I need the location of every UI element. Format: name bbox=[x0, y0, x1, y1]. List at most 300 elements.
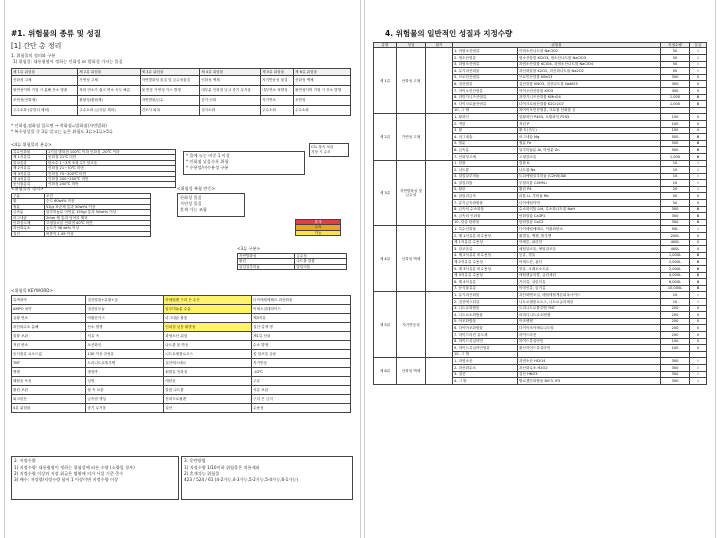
grade4-cell: 인화점 70~200℃ 미만 bbox=[47, 171, 176, 176]
footer-b-3: 423 / 524 / 61 (4-2가능,4-3가능,5-2가능,5-4가능,6-1가능) bbox=[184, 477, 299, 482]
group-prop: 자연발화성 및 금수성 bbox=[397, 160, 426, 226]
class-cell: 증기 인화 bbox=[200, 96, 261, 106]
keyword-cell: 아황산가스 bbox=[86, 314, 164, 323]
group-note bbox=[426, 358, 453, 384]
group-note bbox=[426, 48, 453, 114]
keyword-row bbox=[12, 359, 351, 368]
grade4-table bbox=[11, 149, 176, 188]
keyword-cell: 주류 bbox=[252, 377, 351, 386]
group-class: 제 3류 bbox=[374, 160, 397, 226]
quantity-cell: 3. 알코올류 bbox=[453, 246, 518, 253]
grade4-cell: 알코올류 bbox=[12, 160, 47, 165]
keyword-row bbox=[12, 368, 351, 377]
quantity-cell: 아세톤, 피리딘 bbox=[518, 239, 661, 246]
mix-title: <3류 구분> bbox=[237, 246, 261, 251]
group-note bbox=[426, 114, 453, 160]
quantity-cell: 제 1석유류 수용성 bbox=[453, 239, 518, 246]
misc-row bbox=[12, 231, 151, 236]
keyword-row bbox=[12, 305, 351, 314]
keyword-cell: 질산칼륨+유황+숯 bbox=[86, 296, 164, 305]
quantity-cell: Ⅰ bbox=[690, 378, 707, 385]
keyword-row bbox=[12, 314, 351, 323]
quantity-cell: Ⅲ bbox=[690, 279, 707, 286]
quantity-cell: Ⅱ bbox=[690, 331, 707, 338]
class-row bbox=[12, 106, 351, 116]
keyword-cell: 산화프로필렌 bbox=[164, 395, 252, 404]
quantity-cell: 200 bbox=[661, 325, 690, 332]
keyword-cell: 칼륨 나트륨 bbox=[164, 386, 252, 395]
misc-cell: 마그네슘 bbox=[12, 215, 45, 220]
quantity-cell: 100 bbox=[661, 345, 690, 352]
quantity-cell: 6. 제 4석유류 bbox=[453, 279, 518, 286]
quantity-cell: 8. 금속의 수소화물 bbox=[453, 206, 518, 213]
keyword-cell: 구리 은 금지 bbox=[252, 395, 351, 404]
quantity-cell: 50 bbox=[661, 48, 690, 55]
class-cell: 질식소화 bbox=[200, 106, 261, 116]
quantity-row bbox=[374, 226, 707, 233]
quantity-header: 위험물 bbox=[453, 43, 661, 48]
quantity-cell: 4. 알킬리튬 bbox=[453, 180, 518, 187]
quantity-cell: 아세트산, 폼산 bbox=[518, 259, 661, 266]
keyword-cell: 질산 갈색 병 bbox=[252, 323, 351, 332]
quantity-cell: 5. 황린 bbox=[453, 186, 518, 193]
misc-cell: 질산 bbox=[12, 231, 45, 236]
quantity-cell: Ⅰ bbox=[690, 167, 707, 174]
quantity-cell bbox=[661, 107, 690, 114]
intro-line-1: 1. 위험물의 정의와 구분 bbox=[11, 53, 56, 58]
section-title: [1] 간단 총 정리 bbox=[11, 42, 62, 50]
cond-box bbox=[309, 143, 349, 157]
mix-cell: 금수성 bbox=[295, 254, 347, 259]
quantity-cell: Ⅰ bbox=[690, 48, 707, 55]
mix-cell: 나트륨 칼륨 bbox=[295, 259, 347, 264]
keyword-cell: 130 이상 건성유 bbox=[86, 350, 164, 359]
group-class: 제 4류 bbox=[374, 226, 397, 292]
quantity-cell: 2. 질산에스터류 bbox=[453, 298, 518, 305]
class-cell: 자연발화/금수 bbox=[140, 96, 200, 106]
keyword-row bbox=[12, 296, 351, 305]
class-cell: 제 2류 위험물 bbox=[78, 69, 140, 76]
quantity-cell: 10 bbox=[661, 298, 690, 305]
quantity-cell: 3. 질산 bbox=[453, 371, 518, 378]
quantity-cell: 6. 다이아조화합물 bbox=[453, 325, 518, 332]
quantity-row bbox=[374, 358, 707, 365]
quantity-cell: 5. 브로민산염류 bbox=[453, 74, 518, 81]
grade4-cell: 동식물유류 bbox=[12, 182, 47, 187]
keyword-cell: 아세트알데하이드 bbox=[252, 305, 351, 314]
group-prop: 가연성 고체 bbox=[397, 114, 426, 160]
quantity-cell: Ⅲ bbox=[690, 266, 707, 273]
class-cell: 인화성 액체 bbox=[200, 76, 261, 86]
grade4-cell: 인화점 200~250℃ 미만 bbox=[47, 177, 176, 182]
quantity-cell: 1. 과염소산 bbox=[453, 358, 518, 365]
keyword-cell: 질산에스테르 bbox=[164, 359, 252, 368]
quantity-cell: Ⅱ bbox=[690, 193, 707, 200]
footer-a-title: 2. 지정수량 bbox=[14, 458, 36, 463]
quantity-cell: 염소산칼륨 KClO3, 염소산나트륨 NaClO3 bbox=[518, 55, 661, 62]
quantity-cell: 수소화리튬 LiH, 수소화나트륨 NaH bbox=[518, 206, 661, 213]
quantity-cell: 황 S (순도) bbox=[518, 127, 661, 134]
keyword-cell: 질산 bbox=[164, 404, 252, 413]
quantity-table bbox=[373, 42, 707, 385]
quantity-cell bbox=[690, 107, 707, 114]
quantity-cell bbox=[518, 351, 661, 358]
keyword-cell: 벤젠 bbox=[12, 368, 86, 377]
quantity-cell: 2. 나트륨 bbox=[453, 167, 518, 174]
quantity-row bbox=[374, 292, 707, 299]
quantity-cell: 2,000L bbox=[661, 266, 690, 273]
legend-3: 혼재 가능 조합 bbox=[180, 207, 207, 212]
quantity-cell: 브로민산칼륨 KBrO3 bbox=[518, 74, 661, 81]
keyword-cell: 석유 보관 bbox=[252, 386, 351, 395]
keyword-cell: 수소 발생 bbox=[252, 341, 351, 350]
misc-cell: 농도가 36 wt% 이상 bbox=[45, 226, 151, 231]
quantity-cell: 6. 질산염류 bbox=[453, 81, 518, 88]
quantity-cell: 50 bbox=[661, 55, 690, 62]
keyword-cell: AMPO 폭약 bbox=[12, 305, 86, 314]
quantity-cell: Ⅱ bbox=[690, 338, 707, 345]
keyword-cell: 아세틸렌 구리 은 수은 bbox=[164, 296, 252, 305]
grade4-cell: 특수인화물 bbox=[12, 150, 47, 155]
note-2: * 복수성상물 중 3류 알고는 높은 위험도 3류>1류>5류 bbox=[11, 129, 113, 134]
keyword-cell: 칼륨 보관 bbox=[12, 332, 86, 341]
quantity-cell: 10 bbox=[661, 160, 690, 167]
class-cell: 제 5류 위험물 bbox=[261, 69, 294, 76]
quantity-header: 지정수량 bbox=[661, 43, 690, 48]
quantity-cell: Ⅱ bbox=[690, 74, 707, 81]
class-cell: 건조사 피복 bbox=[140, 106, 200, 116]
quantity-cell: 과산화벤조일, 메틸에틸케톤퍼옥사이드 bbox=[518, 292, 661, 299]
quantity-cell: 9. 다이크로뮴산염류 bbox=[453, 101, 518, 108]
quantity-cell: Ⅱ bbox=[690, 120, 707, 127]
grade4-cell: 제 1석유류 bbox=[12, 155, 47, 160]
quantity-cell: Ⅰ bbox=[690, 226, 707, 233]
quantity-cell: 황린 P4 bbox=[518, 186, 661, 193]
mix-cell: 알킬리튬 bbox=[295, 264, 347, 269]
quantity-cell: 6. 금속분 bbox=[453, 147, 518, 154]
quantity-cell: 50 bbox=[661, 61, 690, 68]
keyword-cell: 피크린산 bbox=[12, 395, 86, 404]
color-key-orange: 주의 bbox=[296, 225, 341, 230]
quantity-cell: 20 bbox=[661, 186, 690, 193]
quantity-cell: 1,000L bbox=[661, 252, 690, 259]
quantity-cell: 메틸알코올, 에틸알코올 bbox=[518, 246, 661, 253]
quantity-cell bbox=[690, 351, 707, 358]
quantity-cell: 2,000L bbox=[661, 259, 690, 266]
quantity-cell: 과염소산 HClO4 bbox=[518, 358, 661, 365]
legend-2: 가연성 물질 bbox=[180, 201, 202, 206]
quantity-cell: Ⅲ bbox=[690, 153, 707, 160]
class-cell: 제 1류 위험물 bbox=[12, 69, 78, 76]
quantity-cell: 10 bbox=[661, 180, 690, 187]
quantity-cell: 아조벤젠 bbox=[518, 318, 661, 325]
quantity-cell: 100 bbox=[661, 127, 690, 134]
keyword-cell: 석유 속 bbox=[86, 332, 164, 341]
group-prop: 인화성 액체 bbox=[397, 226, 426, 292]
quantity-cell: Ⅰ bbox=[690, 180, 707, 187]
keyword-cell: 자기반응 bbox=[252, 359, 351, 368]
keyword-cell: 수용성 bbox=[252, 404, 351, 413]
quantity-cell: 아염소산나트륨 NaClO2 bbox=[518, 48, 661, 55]
quantity-cell: 인화칼슘 Ca3P2 bbox=[518, 213, 661, 220]
quantity-cell: Ⅲ bbox=[690, 252, 707, 259]
quantity-cell: 50L bbox=[661, 226, 690, 233]
quantity-cell: 1,000 bbox=[661, 94, 690, 101]
group-class: 제 2류 bbox=[374, 114, 397, 160]
quantity-cell: 트리에틸알루미늄 (C2H5)3Al bbox=[518, 173, 661, 180]
quantity-cell: 10 bbox=[661, 292, 690, 299]
quantity-cell: Ⅰ bbox=[690, 364, 707, 371]
keyword-cell: 증기 무거움 bbox=[86, 404, 164, 413]
grade4-cell: 제 3석유류 bbox=[12, 171, 47, 176]
quantity-cell: 과염소산칼륨 KClO4, 과염소산나트륨 NaClO4 bbox=[518, 61, 661, 68]
keyword-cell: 방향족 bbox=[86, 368, 164, 377]
misc-table bbox=[11, 193, 151, 237]
quantity-cell: 고형알코올 bbox=[518, 153, 661, 160]
intro-line-2: 1) 위험물: 대통령령이 정하는 인화성 or 발화성 가지는 물질 bbox=[13, 59, 123, 64]
footer-box-a bbox=[11, 456, 179, 500]
footer-b-2: 2) 혼재가능 위험물 bbox=[184, 471, 220, 476]
quantity-cell: 2. 과산화수소 bbox=[453, 364, 518, 371]
quantity-cell: 8. 하이드록실아민 bbox=[453, 338, 518, 345]
misc-cell: 황 bbox=[12, 199, 45, 204]
quantity-cell: 10. 그 밖 bbox=[453, 351, 518, 358]
quantity-cell: Ⅲ bbox=[690, 272, 707, 279]
cond-1: CS₂ 물속 보관 bbox=[311, 145, 334, 149]
grade4-cell: 제 2석유류 bbox=[12, 166, 47, 171]
quantity-cell: 100 bbox=[661, 120, 690, 127]
keyword-cell: 동식물유 요오드값 bbox=[12, 350, 86, 359]
quantity-cell: 10,000L bbox=[661, 285, 690, 292]
keyword-cell: 4류 위험물 bbox=[12, 404, 86, 413]
grade4-side-3: * 수용성/비수용성 구분 bbox=[186, 165, 229, 170]
quantity-cell: Ⅰ bbox=[690, 298, 707, 305]
group-class: 제 6류 bbox=[374, 358, 397, 384]
quantity-cell: 3. 황 bbox=[453, 127, 518, 134]
quantity-cell: 400L bbox=[661, 239, 690, 246]
class-cell: 자기반응성 물질 bbox=[261, 76, 294, 86]
keyword-row bbox=[12, 404, 351, 413]
mix-cell: 자연발화성 bbox=[238, 254, 295, 259]
quantity-cell: Ⅱ bbox=[690, 305, 707, 312]
keyword-cell: 알루미늄분 수분 bbox=[164, 305, 252, 314]
quantity-cell: 500 bbox=[661, 147, 690, 154]
quantity-cell: Ⅱ bbox=[690, 87, 707, 94]
keyword-cell: 황린 보관 bbox=[12, 386, 86, 395]
quantity-row bbox=[374, 160, 707, 167]
quantity-cell: 7. 동식물유류 bbox=[453, 285, 518, 292]
quantity-cell: 트리니트로톨루엔 TNT bbox=[518, 305, 661, 312]
color-key-yellow: 가능 bbox=[296, 230, 341, 235]
quantity-cell: 기어유, 실린더유 bbox=[518, 279, 661, 286]
quantity-cell: 4. 마그네슘 bbox=[453, 134, 518, 141]
quantity-cell: 마그네슘 Mg bbox=[518, 134, 661, 141]
grade4-cell: 인화점 21℃ 미만 bbox=[47, 155, 176, 160]
quantity-cell: Ⅰ bbox=[690, 186, 707, 193]
class-cell: 대부분 인화점 낮고 증기 무거움 bbox=[200, 86, 261, 96]
keyword-cell: 오산화인 bbox=[86, 341, 164, 350]
legend-box bbox=[177, 193, 245, 217]
quantity-cell: Ⅲ bbox=[690, 259, 707, 266]
quantity-cell: Ⅲ bbox=[690, 213, 707, 220]
keyword-cell: 에탄올 bbox=[164, 377, 252, 386]
quantity-cell: 니트로셀룰로오스, 니트로글리세린 bbox=[518, 298, 661, 305]
grade4-cell: 1기압 발화점 100℃ 이하 인화점 -20℃ 이하 bbox=[47, 150, 176, 155]
quantity-cell: Ⅲ bbox=[690, 206, 707, 213]
class-cell: 제 3류 위험물 bbox=[140, 69, 200, 76]
quantity-cell: 휘발유, 벤젠, 톨루엔 bbox=[518, 233, 661, 240]
quantity-cell: 과산화칼륨 K2O2, 과산화나트륨 Na2O2 bbox=[518, 68, 661, 75]
keyword-cell: 산소 발생 bbox=[86, 323, 164, 332]
keyword-cell: 제1류 산화 bbox=[252, 332, 351, 341]
keyword-cell: 과염소산 위험 bbox=[164, 332, 252, 341]
misc-cell: 53㎛ 표준체 통과 50wt% 이상 bbox=[45, 204, 151, 209]
grade4-cell: 인화점 21~70℃ 미만 bbox=[47, 166, 176, 171]
quantity-cell: Ⅲ bbox=[690, 101, 707, 108]
footer-a-3: 3) 배수: 저장량/지정수량 합이 1 이상이면 지정수량 이상 bbox=[14, 477, 119, 482]
quantity-header: 유별 bbox=[374, 43, 397, 48]
group-class: 제 5류 bbox=[374, 292, 397, 358]
class-cell: 조연성(산화제) bbox=[12, 96, 78, 106]
class-row bbox=[12, 86, 351, 96]
quantity-cell: Ⅱ bbox=[690, 114, 707, 121]
keyword-cell: 휘발유 인화점 bbox=[164, 368, 252, 377]
quantity-cell: 적린 P bbox=[518, 120, 661, 127]
quantity-cell: 6. 알칼리금속 bbox=[453, 193, 518, 200]
misc-cell: 금속분 bbox=[12, 210, 45, 215]
misc-cell: 구분 bbox=[12, 194, 45, 199]
quantity-cell: 300 bbox=[661, 364, 690, 371]
quantity-cell: 100 bbox=[661, 114, 690, 121]
group-note bbox=[426, 292, 453, 358]
quantity-header: 등급 bbox=[690, 43, 707, 48]
keyword-cell: 질산암모늄 bbox=[86, 305, 164, 314]
quantity-cell: 200 bbox=[661, 305, 690, 312]
keyword-row bbox=[12, 377, 351, 386]
quantity-cell: 2. 염소산염류 bbox=[453, 55, 518, 62]
quantity-cell: 칼륨 K bbox=[518, 160, 661, 167]
quantity-cell: 200L bbox=[661, 233, 690, 240]
quantity-cell: 300 bbox=[661, 358, 690, 365]
quantity-cell: 하이드록실아민 bbox=[518, 338, 661, 345]
quantity-cell: 300 bbox=[661, 87, 690, 94]
quantity-cell: 9. 하이드록실아민염류 bbox=[453, 345, 518, 352]
quantity-cell: 200 bbox=[661, 331, 690, 338]
quantity-cell: 다이크로뮴산칼륨 K2Cr2O7 bbox=[518, 101, 661, 108]
quantity-cell: 50 bbox=[661, 193, 690, 200]
quantity-cell: 아이오딘산칼륨 KIO3 bbox=[518, 87, 661, 94]
quantity-cell: 3. 과염소산염류 bbox=[453, 61, 518, 68]
grade4-cell: 탄소수 1~3개 포화 1가 알코올 bbox=[47, 160, 176, 165]
quantity-cell: 7. 아이오딘산염류 bbox=[453, 87, 518, 94]
quantity-cell: 4. 니트로소화합물 bbox=[453, 312, 518, 319]
quantity-cell: Ⅰ bbox=[690, 160, 707, 167]
misc-cell: 철분 bbox=[12, 204, 45, 209]
mix-cell: 알킬알루미늄 bbox=[238, 264, 295, 269]
quantity-cell: 하이드라진 bbox=[518, 331, 661, 338]
quantity-cell: Ⅲ bbox=[690, 219, 707, 226]
legend-title: <위험성 복합 반응> bbox=[177, 186, 215, 191]
class-cell: 자연발화성 물질 및 금수성물질 bbox=[140, 76, 200, 86]
class-cell: 불연성이며 가열 시 분해 산소 방출 bbox=[12, 86, 78, 96]
quantity-cell: 10. 칼슘 탄화물 bbox=[453, 219, 518, 226]
quantity-header: 성질 bbox=[397, 43, 426, 48]
class-cell: 주수소화 (금속분 제외) bbox=[78, 106, 140, 116]
class-cell: 제 4류 위험물 bbox=[200, 69, 261, 76]
quantity-cell: 4,000L bbox=[661, 272, 690, 279]
keyword-row bbox=[12, 332, 351, 341]
quantity-cell: 300 bbox=[661, 206, 690, 213]
page-title: #1. 위험물의 종류 및 성질 bbox=[11, 29, 102, 38]
keyword-cell: 물 알코올 습윤 bbox=[252, 350, 351, 359]
quantity-cell: 5. 철분 bbox=[453, 140, 518, 147]
quantity-cell: Ⅱ bbox=[690, 246, 707, 253]
group-note bbox=[426, 160, 453, 226]
left-page bbox=[4, 0, 361, 538]
keyword-table bbox=[11, 295, 351, 413]
quantity-cell: 100 bbox=[661, 338, 690, 345]
quantity-cell: 4. 제 2석유류 비수용성 bbox=[453, 252, 518, 259]
quantity-cell: 300 bbox=[661, 74, 690, 81]
grade4-side-2: * 인화점 낮을수록 위험 bbox=[186, 159, 229, 164]
keyword-cell: 제3석유 bbox=[252, 314, 351, 323]
color-key-red: 혼재 bbox=[296, 220, 341, 225]
quantity-header: 참기 bbox=[426, 43, 453, 48]
quantity-cell: 에틸렌글리콜, 글리세린 bbox=[518, 272, 661, 279]
quantity-cell: Ⅱ bbox=[690, 325, 707, 332]
misc-cell: 인화성고체 bbox=[12, 221, 45, 226]
footer-b-1: 1) 지정수량 1/10이하 위험물은 적용제외 bbox=[184, 465, 260, 470]
quantity-cell: Ⅰ bbox=[690, 358, 707, 365]
keyword-cell: TNT bbox=[12, 359, 86, 368]
quantity-cell: 제 2석유류 수용성 bbox=[453, 259, 518, 266]
quantity-cell: 5. 아조화합물 bbox=[453, 318, 518, 325]
footer-b-title: 3. 운반방법 bbox=[184, 458, 206, 463]
quantity-cell: 4. 무기과산화물 bbox=[453, 68, 518, 75]
keyword-cell: 과산화수소 분해 bbox=[12, 323, 86, 332]
quantity-cell: Ⅱ bbox=[690, 127, 707, 134]
right-page bbox=[364, 0, 716, 538]
quantity-cell: 6,000L bbox=[661, 279, 690, 286]
misc-cell: 알루미늄분 아연분 150㎛ 통과 50wt% 이상 bbox=[45, 210, 151, 215]
keyword-row bbox=[12, 386, 351, 395]
quantity-cell: 1,000 bbox=[661, 153, 690, 160]
class-cell: 조연성 bbox=[294, 96, 351, 106]
class-row bbox=[12, 96, 351, 106]
keyword-row bbox=[12, 341, 351, 350]
keyword-row bbox=[12, 323, 351, 332]
quantity-cell: Ⅱ bbox=[690, 239, 707, 246]
right-page-title: 4. 위험물의 일반적인 성질과 지정수량 bbox=[385, 29, 513, 38]
quantity-cell: Ⅲ bbox=[690, 140, 707, 147]
footer-a-2: 2) 지정수량 이상의 저장 취급은 법령에 의거 시설 기준 준수 bbox=[14, 471, 124, 476]
class-cell: 환원성(환원제) bbox=[78, 96, 140, 106]
group-prop: 산화성 액체 bbox=[397, 358, 426, 384]
quantity-cell: 200 bbox=[661, 318, 690, 325]
quantity-cell: 다이에틸에테르, 이황화탄소 bbox=[518, 226, 661, 233]
misc-cell: 고형알코올 인화점 40℃ 미만 bbox=[45, 221, 151, 226]
quantity-cell: 10 bbox=[661, 167, 690, 174]
quantity-cell: 질산 HNO3 bbox=[518, 371, 661, 378]
misc-cell: 비중이 1.49 이상 bbox=[45, 231, 151, 236]
quantity-cell: 중유, 크레오소트유 bbox=[518, 266, 661, 273]
misc-cell: 순도 60wt% 이상 bbox=[45, 199, 151, 204]
note-1: * 인화점,점화점 있으면 → 착화점=발화점(자연발화) bbox=[11, 123, 107, 128]
group-prop: 자기반응성 bbox=[397, 292, 426, 358]
quantity-cell: 제 3석유류 수용성 bbox=[453, 272, 518, 279]
grade4-side-1: * 물에 녹는 비중 1 이상 bbox=[186, 153, 230, 158]
misc-cell: 조건 bbox=[45, 194, 151, 199]
